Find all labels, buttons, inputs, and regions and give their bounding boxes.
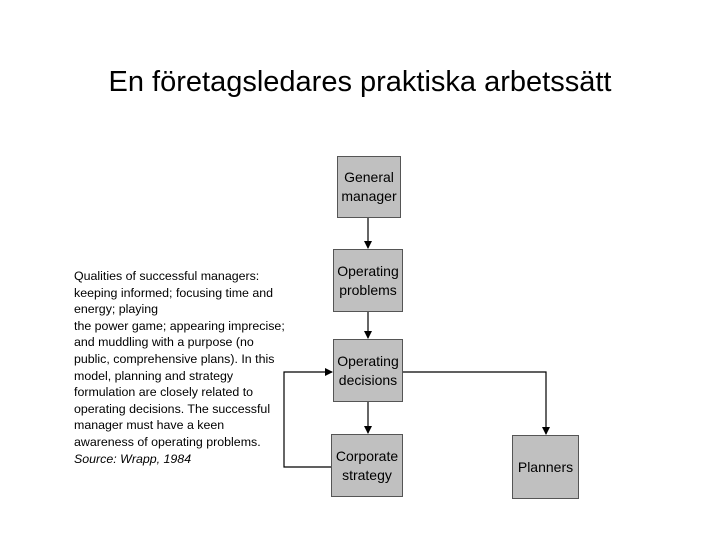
corporate-strategy-box: Corporate strategy [331,434,403,497]
arrow-strategy-to-decisions [284,372,332,467]
description-source: Source: Wrapp, 1984 [74,451,192,466]
general-manager-box: General manager [337,156,401,218]
operating-problems-box: Operating problems [333,249,403,312]
arrow-decisions-to-planners [403,372,546,434]
page-title: En företagsledares praktiska arbetssätt [108,66,612,98]
description-body: Qualities of successful managers: keeping informed; focusing time and energy; playing the power game; appearing imprecise; and muddling with a purpose (no public, comprehensive plans). In this model, planning and strategy formulation are closely related to operating decisions. The successful manager must have a keen awareness of operating problems. [74,269,285,449]
operating-decisions-box: Operating decisions [333,339,403,402]
planners-box: Planners [512,435,579,499]
